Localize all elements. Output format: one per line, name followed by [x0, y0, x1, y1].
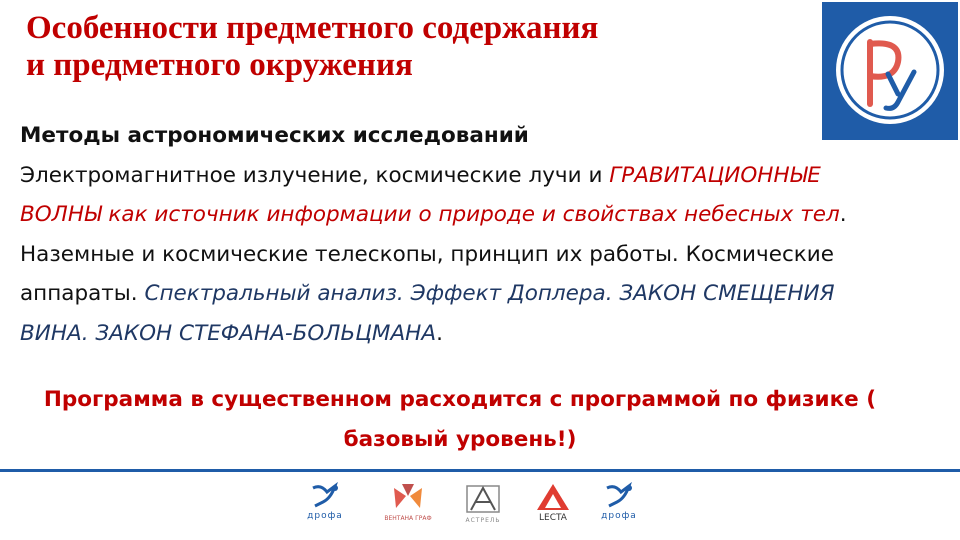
lecta-logo-icon — [533, 482, 573, 512]
gravitational-waves-highlight: ГРАВИТАЦИОННЫЕ ВОЛНЫ как источник информации о природе и свойствах небесных тел — [20, 162, 840, 227]
publisher-label: ВЕНТАНА ГРАФ — [384, 515, 432, 522]
drofa-logo-icon — [305, 482, 345, 510]
program-note: Программа в существенном расходится с программой по физике ( базовый уровень!) — [43, 387, 877, 452]
drofa-logo-icon — [599, 482, 639, 510]
methods-heading: Методы астрономических исследований — [20, 123, 529, 148]
ventana-graf-logo-icon — [388, 482, 428, 512]
publisher-label: LECTA — [539, 513, 567, 523]
telescopes-text: . Наземные и космические телескопы, принцип их работы. Космические аппараты. — [20, 202, 847, 306]
publisher-label: АСТРЕЛЬ — [465, 517, 501, 524]
publisher-footer — [0, 472, 960, 540]
slide-title — [26, 10, 786, 84]
publisher-label: дрофа — [307, 511, 343, 521]
publisher-drofa-2 — [584, 482, 654, 532]
methods-paragraph — [20, 156, 900, 354]
ending-period: . — [436, 320, 443, 346]
title-line-2: и предметного окружения — [26, 47, 413, 83]
intro-text: Электромагнитное излучение, космические лучи и — [20, 162, 610, 188]
publisher-ventana — [373, 482, 443, 532]
astrel-logo-icon — [463, 482, 503, 514]
publisher-astrel — [448, 482, 518, 532]
title-line-1: Особенности предметного содержания — [26, 10, 599, 46]
publisher-drofa — [290, 482, 360, 532]
publisher-label: дрофа — [601, 511, 637, 521]
spectral-analysis-highlight: Спектральный анализ. Эффект Доплера. ЗАКОН СМЕЩЕНИЯ ВИНА. ЗАКОН СТЕФАНА-БОЛЬЦМАНА — [20, 281, 835, 346]
publisher-lecta — [518, 482, 588, 532]
slide-content — [20, 116, 900, 353]
